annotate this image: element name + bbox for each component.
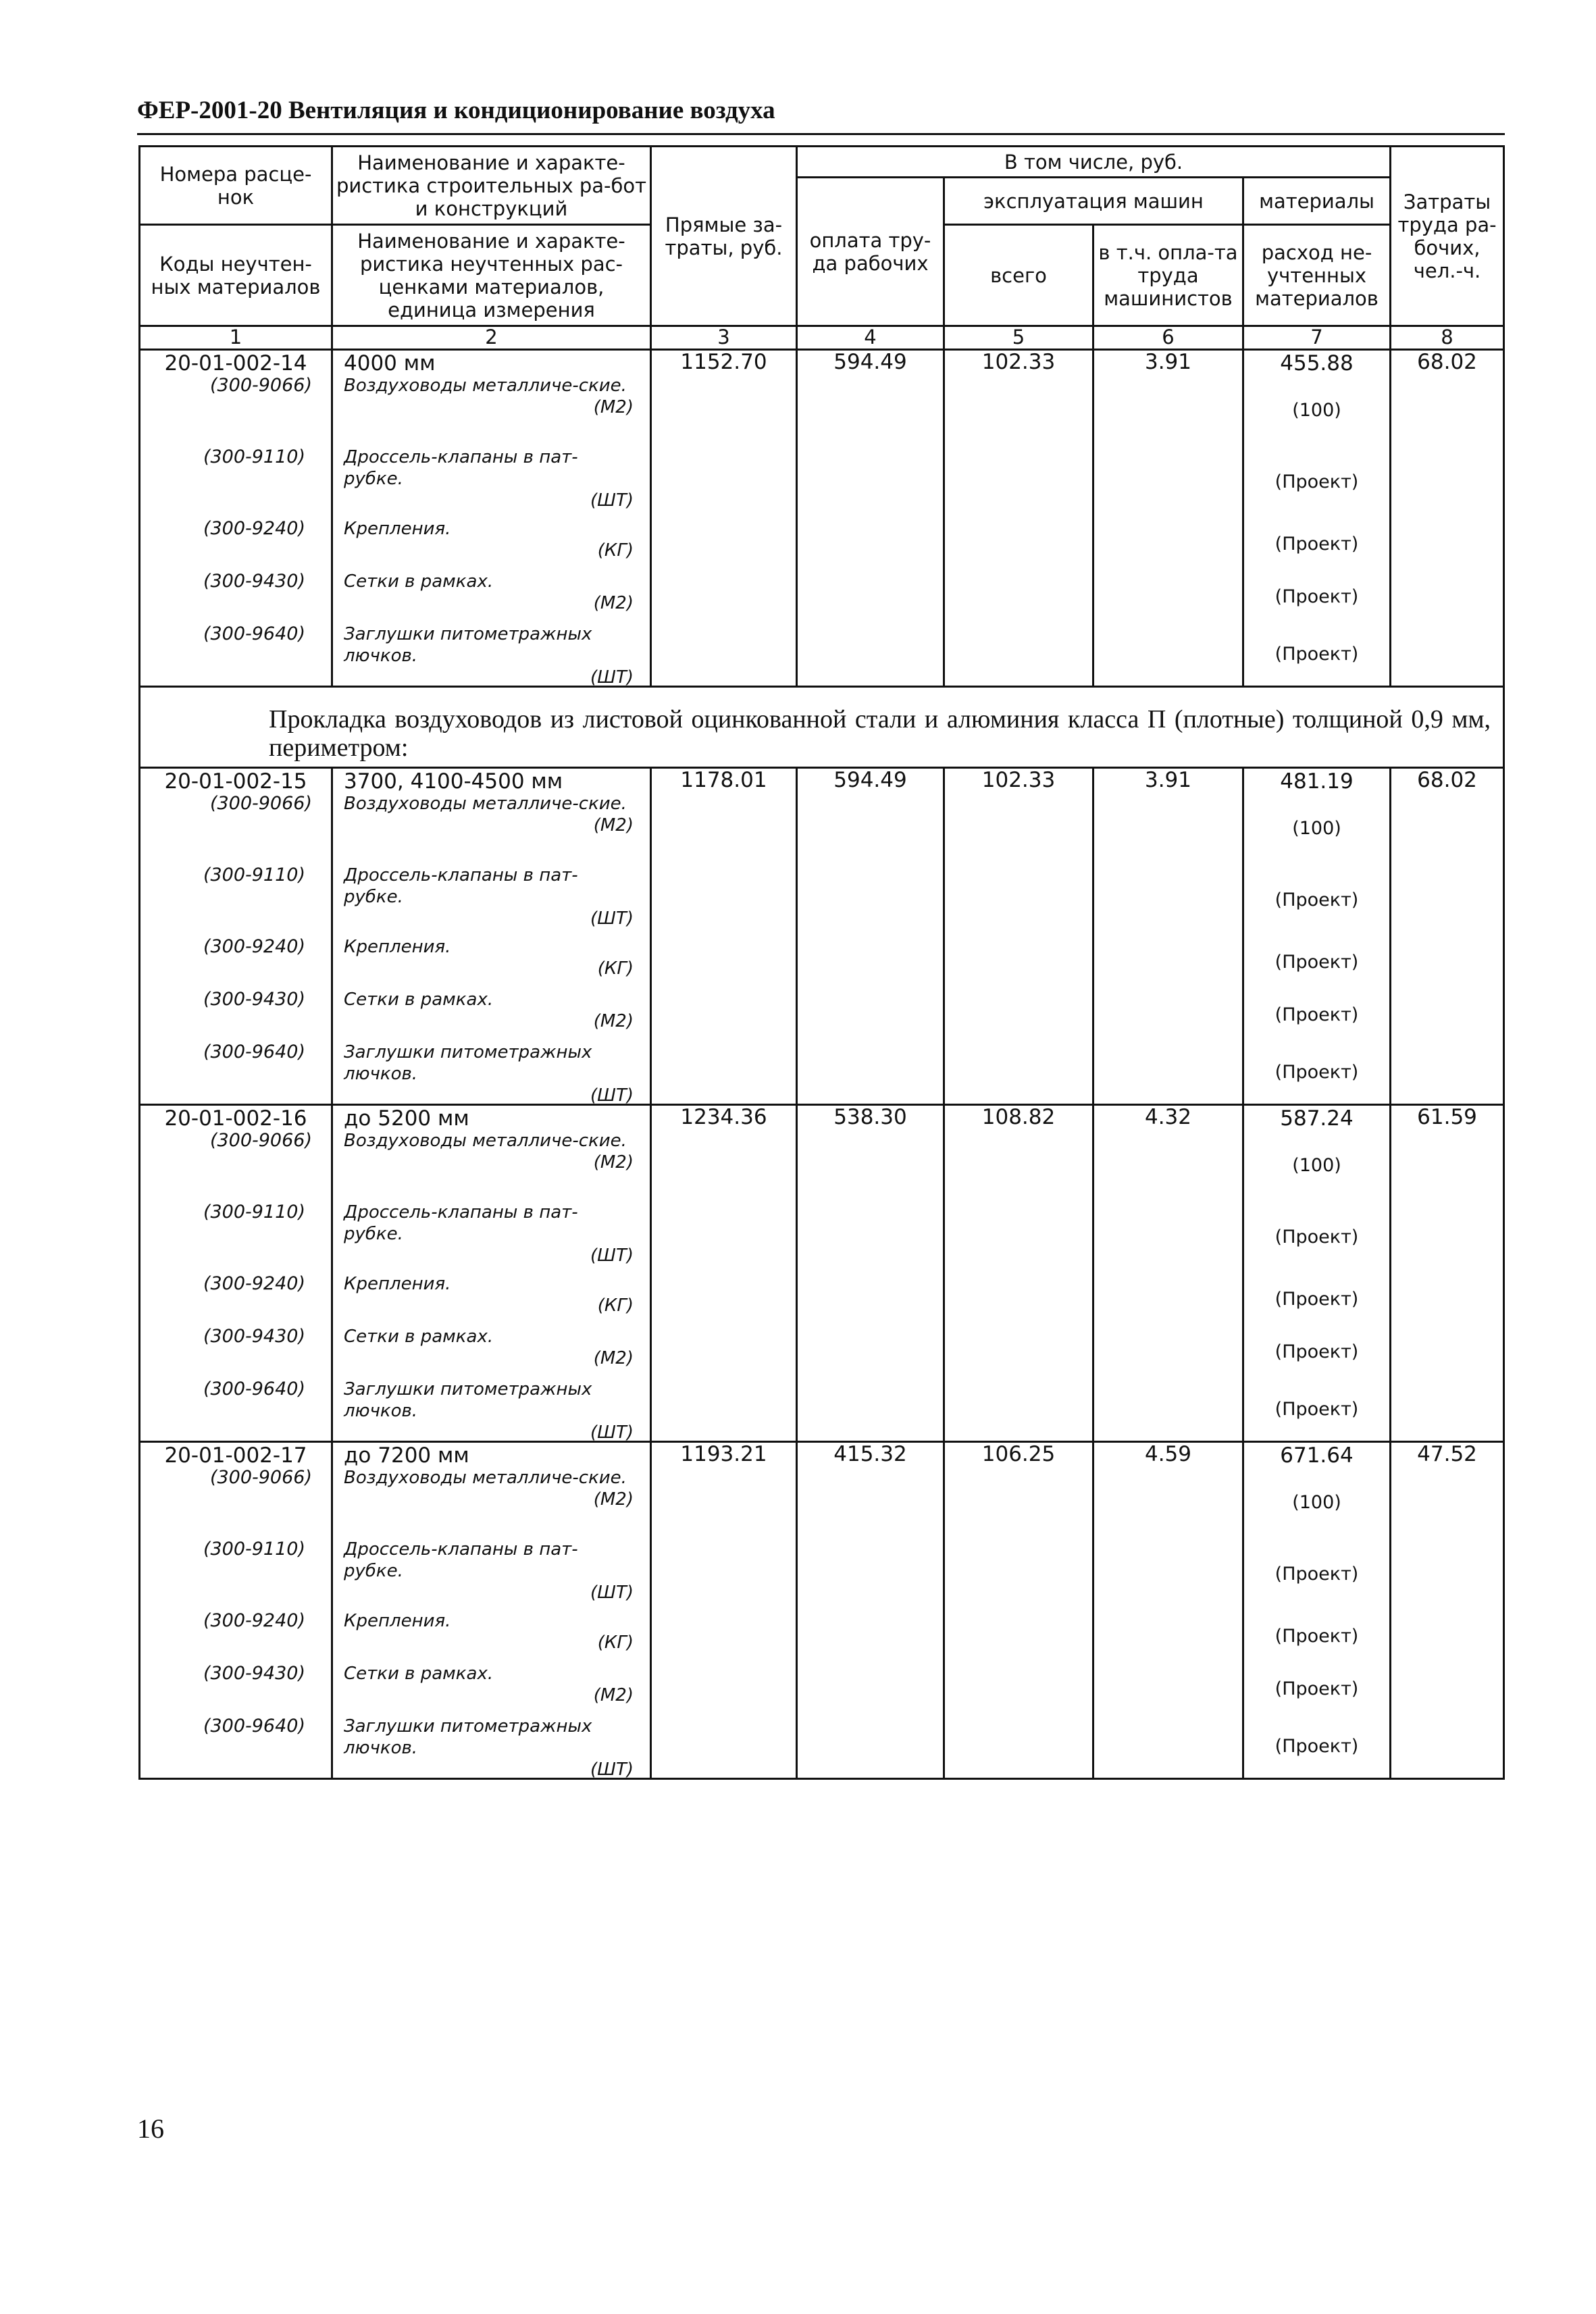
material-code: (300-9066) (209, 1467, 312, 1488)
material-name: Сетки в рамках. (344, 1327, 494, 1347)
materials-cell (1243, 768, 1391, 1105)
col-number: 3 (651, 326, 797, 350)
material-code: (300-9240) (203, 1273, 305, 1294)
col3-header: Прямые за-траты, руб. (651, 147, 797, 326)
materials-cell (1243, 1442, 1391, 1779)
material-unit: (М2) (593, 1489, 634, 1510)
material-quantity: (Проект) (1275, 1341, 1359, 1362)
material-name: Дроссель-клапаны в пат-рубке. (344, 865, 578, 907)
material-unit: (КГ) (597, 1295, 634, 1316)
material-name: Крепления. (344, 1611, 451, 1631)
codes-cell (140, 768, 332, 1105)
col2-header-bottom: Наименование и характе-ристика неучтенных рас-ценками материалов, единица измерения (332, 225, 651, 326)
materials-cost: 587.24 (1280, 1106, 1354, 1131)
material-unit: (М2) (593, 397, 634, 417)
rate-code: 20-01-002-15 (164, 769, 307, 794)
material-code: (300-9640) (203, 1716, 305, 1737)
material-quantity: (100) (1292, 1155, 1341, 1176)
work-name: 3700, 4100-4500 мм (344, 769, 563, 794)
labor-costs: 61.59 (1391, 1105, 1504, 1442)
material-name: Дроссель-клапаны в пат-рубке. (344, 447, 578, 489)
names-cell (332, 1442, 651, 1779)
machinists-wages: 4.32 (1093, 1105, 1243, 1442)
col-number: 6 (1093, 326, 1243, 350)
material-quantity: (Проект) (1275, 1626, 1359, 1647)
material-quantity: (100) (1292, 400, 1341, 421)
labor-costs: 47.52 (1391, 1442, 1504, 1779)
material-quantity: (Проект) (1275, 586, 1359, 607)
material-unit: (М2) (593, 1348, 634, 1368)
material-code: (300-9240) (203, 936, 305, 957)
direct-costs: 1234.36 (651, 1105, 797, 1442)
page-header-title: ФЕР-2001-20 Вентиляция и кондиционирование воздуха (137, 97, 775, 124)
group-machines-header: эксплуатация машин (944, 178, 1243, 225)
wages: 594.49 (797, 350, 944, 687)
rate-row (140, 1442, 1504, 1779)
col4-header: оплата тру-да рабочих (797, 178, 944, 326)
page-number: 16 (137, 2113, 164, 2144)
material-code: (300-9640) (203, 1379, 305, 1399)
material-code: (300-9430) (203, 989, 305, 1010)
material-quantity: (Проект) (1275, 644, 1359, 665)
material-unit: (ШТ) (590, 1583, 634, 1603)
material-name: Заглушки питометражных лючков. (344, 1716, 592, 1758)
rate-row (140, 768, 1504, 1105)
material-code: (300-9430) (203, 1663, 305, 1684)
column-numbers-row (140, 326, 1504, 350)
material-code: (300-9110) (203, 865, 305, 885)
material-code: (300-9066) (209, 375, 312, 396)
material-unit: (ШТ) (590, 1085, 634, 1106)
material-name: Сетки в рамках. (344, 571, 494, 592)
col-number: 4 (797, 326, 944, 350)
material-quantity: (100) (1292, 1492, 1341, 1513)
direct-costs: 1193.21 (651, 1442, 797, 1779)
work-name: до 7200 мм (344, 1443, 469, 1468)
material-name: Воздуховоды металличе-ские. (344, 376, 627, 396)
machines-total: 106.25 (944, 1442, 1093, 1779)
material-quantity: (Проект) (1275, 952, 1359, 973)
names-cell (332, 350, 651, 687)
material-name: Воздуховоды металличе-ские. (344, 794, 627, 814)
material-unit: (М2) (593, 1011, 634, 1031)
work-name: до 5200 мм (344, 1106, 469, 1131)
material-unit: (ШТ) (590, 1245, 634, 1266)
rate-code: 20-01-002-14 (164, 351, 307, 376)
material-name: Заглушки питометражных лючков. (344, 1379, 592, 1421)
material-code: (300-9110) (203, 446, 305, 467)
col7-header: расход не-учтенных материалов (1243, 225, 1391, 326)
col-number: 8 (1391, 326, 1504, 350)
col1-header-top: Номера расце-нок (140, 147, 332, 225)
machinists-wages: 3.91 (1093, 350, 1243, 687)
names-cell (332, 1105, 651, 1442)
materials-cost: 455.88 (1280, 351, 1354, 376)
labor-costs: 68.02 (1391, 350, 1504, 687)
labor-costs: 68.02 (1391, 768, 1504, 1105)
material-name: Заглушки питометражных лючков. (344, 624, 592, 666)
section-heading-row (140, 687, 1504, 768)
col1-header-bottom: Коды неучтен-ных материалов (140, 225, 332, 326)
material-unit: (КГ) (597, 540, 634, 561)
material-unit: (ШТ) (590, 1422, 634, 1443)
machines-total: 102.33 (944, 350, 1093, 687)
materials-cell (1243, 350, 1391, 687)
rate-code: 20-01-002-17 (164, 1443, 307, 1468)
material-name: Крепления. (344, 1274, 451, 1294)
material-unit: (ШТ) (590, 1759, 634, 1780)
material-code: (300-9240) (203, 1610, 305, 1631)
col-number: 1 (140, 326, 332, 350)
material-quantity: (Проект) (1275, 1736, 1359, 1757)
col8-header: Затраты труда ра-бочих, чел.-ч. (1391, 147, 1504, 326)
col-number: 7 (1243, 326, 1391, 350)
rate-row (140, 1105, 1504, 1442)
col5-header: всего (944, 225, 1093, 326)
material-name: Крепления. (344, 519, 451, 539)
material-quantity: (100) (1292, 818, 1341, 839)
rates-table (138, 145, 1505, 1780)
material-unit: (ШТ) (590, 908, 634, 929)
material-code: (300-9066) (209, 793, 312, 814)
material-name: Крепления. (344, 937, 451, 957)
wages: 594.49 (797, 768, 944, 1105)
names-cell (332, 768, 651, 1105)
machines-total: 108.82 (944, 1105, 1093, 1442)
material-quantity: (Проект) (1275, 534, 1359, 555)
material-name: Воздуховоды металличе-ские. (344, 1468, 627, 1488)
material-name: Воздуховоды металличе-ские. (344, 1131, 627, 1151)
group-materials-header: материалы (1243, 178, 1391, 225)
rate-row (140, 350, 1504, 687)
material-unit: (ШТ) (590, 667, 634, 688)
material-name: Заглушки питометражных лючков. (344, 1042, 592, 1084)
materials-cost: 481.19 (1280, 769, 1354, 794)
col-number: 2 (332, 326, 651, 350)
material-code: (300-9066) (209, 1130, 312, 1151)
header-rule (137, 133, 1505, 135)
material-unit: (М2) (593, 1152, 634, 1173)
col6-header: в т.ч. опла-та труда машинистов (1093, 225, 1243, 326)
materials-cell (1243, 1105, 1391, 1442)
material-code: (300-9110) (203, 1202, 305, 1223)
col2-header-top: Наименование и характе-ристика строительных ра-бот и конструкций (332, 147, 651, 225)
rate-code: 20-01-002-16 (164, 1106, 307, 1131)
material-quantity: (Проект) (1275, 1004, 1359, 1025)
material-quantity: (Проект) (1275, 1678, 1359, 1699)
material-code: (300-9640) (203, 623, 305, 644)
wages: 538.30 (797, 1105, 944, 1442)
material-code: (300-9110) (203, 1539, 305, 1560)
material-quantity: (Проект) (1275, 1289, 1359, 1310)
direct-costs: 1152.70 (651, 350, 797, 687)
material-quantity: (Проект) (1275, 1564, 1359, 1585)
material-code: (300-9640) (203, 1042, 305, 1062)
material-code: (300-9430) (203, 571, 305, 592)
material-quantity: (Проект) (1275, 471, 1359, 492)
material-unit: (М2) (593, 593, 634, 613)
material-name: Сетки в рамках. (344, 989, 494, 1010)
material-unit: (М2) (593, 815, 634, 835)
machines-total: 102.33 (944, 768, 1093, 1105)
material-name: Дроссель-клапаны в пат-рубке. (344, 1539, 578, 1581)
material-quantity: (Проект) (1275, 1227, 1359, 1248)
material-unit: (КГ) (597, 958, 634, 979)
material-quantity: (Проект) (1275, 890, 1359, 910)
section-heading: Прокладка воздуховодов из листовой оцинкованной стали и алюминия класса П (плотные) толщиной 0,9 мм, периметром: (140, 687, 1504, 768)
material-code: (300-9430) (203, 1326, 305, 1347)
material-quantity: (Проект) (1275, 1399, 1359, 1420)
machinists-wages: 4.59 (1093, 1442, 1243, 1779)
direct-costs: 1178.01 (651, 768, 797, 1105)
material-unit: (М2) (593, 1685, 634, 1705)
material-unit: (КГ) (597, 1632, 634, 1653)
codes-cell (140, 350, 332, 687)
work-name: 4000 мм (344, 351, 436, 376)
materials-cost: 671.64 (1280, 1443, 1354, 1468)
material-code: (300-9240) (203, 518, 305, 539)
machinists-wages: 3.91 (1093, 768, 1243, 1105)
codes-cell (140, 1105, 332, 1442)
material-quantity: (Проект) (1275, 1062, 1359, 1083)
wages: 415.32 (797, 1442, 944, 1779)
codes-cell (140, 1442, 332, 1779)
col-number: 5 (944, 326, 1093, 350)
material-name: Дроссель-клапаны в пат-рубке. (344, 1202, 578, 1244)
group-incl-header: В том числе, руб. (797, 147, 1391, 178)
material-name: Сетки в рамках. (344, 1664, 494, 1684)
material-unit: (ШТ) (590, 490, 634, 511)
